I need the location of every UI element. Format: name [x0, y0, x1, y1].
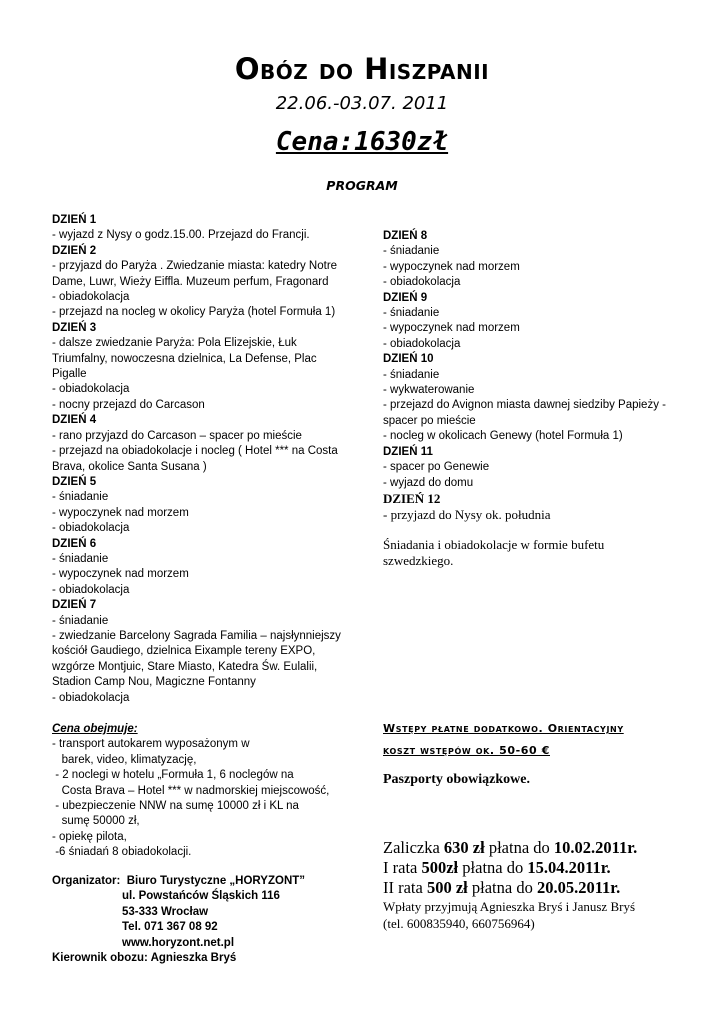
price-includes-item: sumę 50000 zł, [52, 815, 140, 828]
program-line: - śniadanie [383, 245, 440, 258]
program-line: - śniadanie [52, 614, 109, 627]
extra-fees-line-1: Wstępy płatne dodatkowo. Orientacyjny [383, 722, 624, 735]
program-line: - wyjazd z Nysy o godz.15.00. Przejazd do Francji. [52, 229, 310, 242]
deposit-mid: płatna do [484, 838, 554, 857]
program-line: - przejazd do Avignon miasta dawnej siedziby Papieży - [383, 399, 666, 412]
program-line: - śniadanie [383, 307, 440, 320]
installment-2-amount: 500 zł [426, 878, 468, 897]
program-heading: PROGRAM [326, 178, 398, 193]
deposit-line [383, 838, 713, 858]
page-title: Obóz do Hiszpanii [234, 52, 490, 86]
installment-1-line [383, 858, 713, 878]
program-line: Pigalle [52, 368, 87, 381]
day-heading: DZIEŃ 3 [52, 321, 97, 334]
extra-fees-note [383, 718, 703, 762]
program-line: - nocny przejazd do Carcason [52, 398, 205, 411]
program-line: Dame, Luwr, Wieży Eiffla. Muzeum perfum, Fragonard [52, 275, 329, 288]
price-includes-section [52, 722, 372, 861]
program-line: - przejazd na obiadokolacje i nocleg ( Hotel *** na Costa [52, 445, 338, 458]
program-line: - śniadanie [52, 552, 109, 565]
payment-schedule [383, 838, 713, 932]
organizer-website: www.horyzont.net.pl [122, 936, 235, 949]
program-left-column [52, 213, 362, 706]
price-includes-list [52, 737, 372, 860]
day-heading: DZIEŃ 5 [52, 475, 97, 488]
program-line: - przyjazd do Paryża . Zwiedzanie miasta: katedry Notre [52, 260, 338, 273]
program-line: Śniadania i obiadokolacje w formie bufetu [383, 536, 605, 552]
day-heading: DZIEŃ 11 [383, 445, 433, 458]
program-line: - śniadanie [52, 491, 109, 504]
program-line: - wypoczynek nad morzem [383, 260, 520, 273]
day-heading: DZIEŃ 2 [52, 244, 97, 257]
trip-dates: 22.06.-03.07. 2011 [275, 93, 449, 114]
program-line: - obiadokolacja [52, 291, 130, 304]
installment-1-date: 15.04.2011r. [527, 858, 611, 877]
program-line: - zwiedzanie Barcelony Sagrada Familia – najsłynniejszy [52, 629, 341, 642]
installment-2-label: II rata [383, 878, 427, 897]
program-line: - wypoczynek nad morzem [52, 568, 189, 581]
program-line: - obiadokolacja [52, 383, 130, 396]
day-heading: DZIEŃ 1 [52, 214, 97, 226]
program-line: - obiadokolacja [52, 691, 130, 704]
program-line: - wyjazd do domu [383, 476, 474, 489]
installment-1-mid: płatna do [458, 858, 528, 877]
day-heading: DZIEŃ 6 [52, 537, 97, 550]
program-line: kościół Gaudiego, dzielnica Eixample tereny EXPO, [52, 645, 316, 658]
program-line: - spacer po Genewie [383, 461, 490, 474]
payment-phones: (tel. 600835940, 660756964) [383, 916, 535, 931]
day-heading: DZIEŃ 12 [383, 490, 441, 506]
organizer-section [52, 874, 372, 966]
day-heading: DZIEŃ 7 [52, 599, 97, 612]
installment-2-date: 20.05.2011r. [536, 878, 621, 897]
day-heading: DZIEŃ 9 [383, 291, 428, 304]
day-heading: DZIEŃ 10 [383, 353, 434, 366]
organizer-address-street: ul. Powstańców Śląskich 116 [122, 890, 280, 903]
day-heading: DZIEŃ 8 [383, 230, 428, 242]
program-line: - wykwaterowanie [383, 384, 475, 397]
program-line: - obiadokolacja [383, 337, 461, 350]
payment-receivers: Wpłaty przyjmują Agnieszka Bryś i Janusz Bryś [383, 899, 636, 914]
program-line: wzgórze Montjuic, Stare Miasto, Katedra Św. Eulalii, [52, 660, 318, 673]
price-includes-item: - ubezpieczenie NNW na sumę 10000 zł i KL na [52, 800, 299, 813]
program-line: Brava, okolice Santa Susana ) [52, 460, 207, 473]
program-line [383, 523, 703, 537]
installment-1-label: I rata [383, 858, 422, 877]
program-line: - obiadokolacja [52, 583, 130, 596]
installment-1-amount: 500zł [421, 858, 459, 877]
installment-2-line [383, 878, 713, 898]
price-includes-item: - opiekę pilota, [52, 830, 127, 843]
deposit-label: Zaliczka [383, 838, 444, 857]
organizer-phone: Tel. 071 367 08 92 [122, 921, 218, 934]
organizer-name: Organizator: Biuro Turystyczne „HORYZONT” [52, 875, 306, 887]
price-includes-item: - transport autokarem wyposażonym w [52, 738, 250, 751]
deposit-date: 10.02.2011r. [553, 838, 638, 857]
program-line: - przyjazd do Nysy ok. południa [383, 506, 551, 522]
price-includes-heading: Cena obejmuje: [52, 723, 138, 735]
program-line: - rano przyjazd do Carcason – spacer po mieście [52, 429, 302, 442]
deposit-amount: 630 zł [443, 838, 485, 857]
extra-fees-line-2: koszt wstępów ok. 50-60 € [383, 744, 550, 757]
price-includes-item: - 2 noclegi w hotelu „Formuła 1, 6 noclegów na [52, 769, 294, 782]
program-line: - wypoczynek nad morzem [383, 322, 520, 335]
trip-price: Cena:1630zł [275, 127, 449, 157]
program-line: - śniadanie [383, 368, 440, 381]
price-includes-item: barek, video, klimatyzację, [52, 753, 197, 766]
program-line: - obiadokolacja [52, 522, 130, 535]
program-line: spacer po mieście [383, 414, 476, 427]
organizer-address-city: 53-333 Wrocław [122, 905, 209, 918]
installment-2-mid: płatna do [467, 878, 537, 897]
program-line: - przejazd na nocleg w okolicy Paryża (hotel Formuła 1) [52, 306, 336, 319]
program-line: Stadion Camp Nou, Magiczne Fontanny [52, 676, 256, 689]
program-line: szwedzkiego. [383, 552, 454, 568]
program-line: - wypoczynek nad morzem [52, 506, 189, 519]
program-line: - nocleg w okolicach Genewy (hotel Formuła 1) [383, 430, 623, 443]
program-line: Triumfalny, nowoczesna dzielnica, La Defense, Plac [52, 352, 317, 365]
program-line: - obiadokolacja [383, 276, 461, 289]
day-heading: DZIEŃ 4 [52, 414, 97, 427]
camp-manager: Kierownik obozu: Agnieszka Bryś [52, 952, 237, 965]
program-right-column [383, 229, 703, 569]
program-line: - dalsze zwiedzanie Paryża: Pola Elizejskie, Łuk [52, 337, 297, 350]
passport-notice: Paszporty obowiązkowe. [383, 772, 530, 787]
price-includes-item: -6 śniadań 8 obiadokolacji. [52, 846, 192, 859]
price-includes-item: Costa Brava – Hotel *** w nadmorskiej miejscowość, [52, 784, 330, 797]
